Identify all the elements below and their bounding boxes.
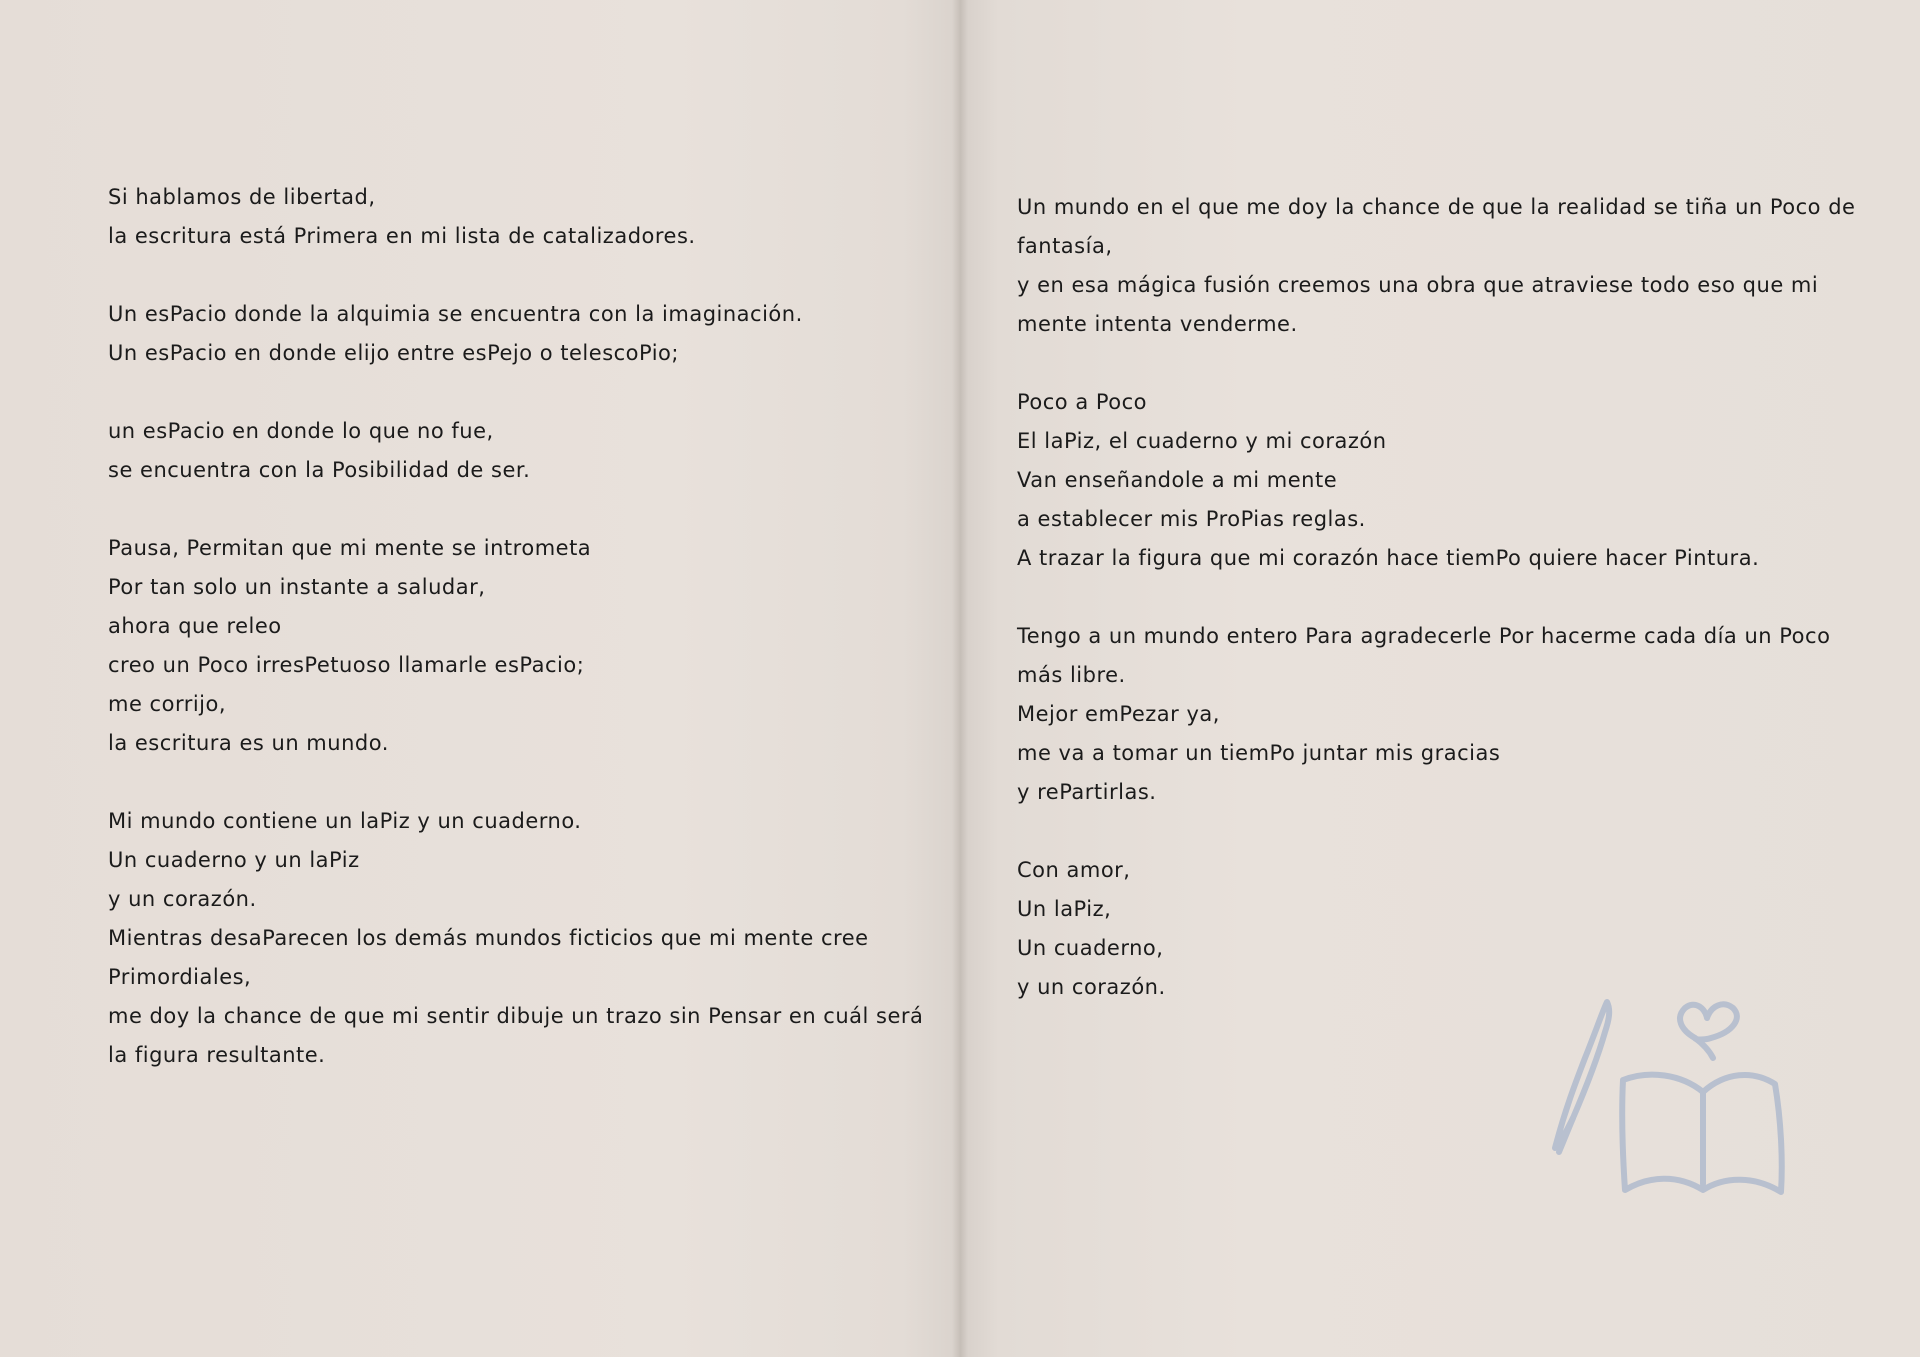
text-line: más libre. (1017, 663, 1126, 687)
text-line: ahora que releo (108, 614, 282, 638)
text-line: Van enseñandole a mi mente (1017, 468, 1338, 492)
heart-icon (1680, 1004, 1737, 1058)
text-line: la escritura es un mundo. (108, 731, 389, 755)
text-line: Primordiales, (108, 965, 252, 989)
stanza (1017, 188, 1856, 344)
text-line: creo un Poco irresPetuoso llamarle esPacio; (108, 653, 585, 677)
text-line: Mientras desaParecen los demás mundos ficticios que mi mente cree (108, 926, 869, 950)
text-line: la figura resultante. (108, 1043, 326, 1067)
right-page-text (1017, 188, 1856, 1046)
text-line: A trazar la figura que mi corazón hace tiemPo quiere hacer Pintura. (1017, 546, 1760, 570)
left-page-text (108, 178, 928, 1114)
text-line: se encuentra con la Posibilidad de ser. (108, 458, 531, 482)
text-line: me va a tomar un tiemPo juntar mis gracias (1017, 741, 1501, 765)
text-line: Con amor, (1017, 858, 1131, 882)
text-line: Un esPacio en donde elijo entre esPejo o telescoPio; (108, 341, 679, 365)
stanza (1017, 383, 1837, 578)
text-line: Mejor emPezar ya, (1017, 702, 1220, 726)
text-line: Un laPiz, (1017, 897, 1112, 921)
pencil-icon (1555, 1002, 1609, 1152)
stanza (108, 529, 928, 763)
text-line: Tengo a un mundo entero Para agradecerle Por hacerme cada día un Poco (1017, 624, 1831, 648)
text-line: Poco a Poco (1017, 390, 1148, 414)
stanza (108, 295, 928, 373)
open-book-icon (1622, 1075, 1782, 1192)
text-line: Un esPacio donde la alquimia se encuentra con la imaginación. (108, 302, 803, 326)
text-line: Un cuaderno y un laPiz (108, 848, 360, 872)
text-line: y en esa mágica fusión creemos una obra que atraviese todo eso que mi (1017, 273, 1819, 297)
text-line: la escritura está Primera en mi lista de catalizadores. (108, 224, 696, 248)
text-line: y rePartirlas. (1017, 780, 1157, 804)
text-line: me corrijo, (108, 692, 227, 716)
stanza (108, 412, 928, 490)
text-line: Por tan solo un instante a saludar, (108, 575, 486, 599)
pencil-book-heart-illustration (1545, 980, 1785, 1200)
text-line: y un corazón. (1017, 975, 1166, 999)
book-gutter (952, 0, 968, 1357)
text-line: a establecer mis ProPias reglas. (1017, 507, 1366, 531)
text-line: fantasía, (1017, 234, 1113, 258)
text-line: y un corazón. (108, 887, 257, 911)
stanza (108, 802, 928, 1075)
text-line: Si hablamos de libertad, (108, 185, 376, 209)
text-line: Mi mundo contiene un laPiz y un cuaderno. (108, 809, 582, 833)
text-line: un esPacio en donde lo que no fue, (108, 419, 494, 443)
stanza (108, 178, 928, 256)
text-line: El laPiz, el cuaderno y mi corazón (1017, 429, 1387, 453)
text-line: mente intenta venderme. (1017, 312, 1298, 336)
text-line: me doy la chance de que mi sentir dibuje un trazo sin Pensar en cuál será (108, 1004, 924, 1028)
text-line: Un cuaderno, (1017, 936, 1164, 960)
text-line: Un mundo en el que me doy la chance de que la realidad se tiña un Poco de (1017, 195, 1856, 219)
stanza (1017, 617, 1837, 812)
text-line: Pausa, Permitan que mi mente se intrometa (108, 536, 592, 560)
